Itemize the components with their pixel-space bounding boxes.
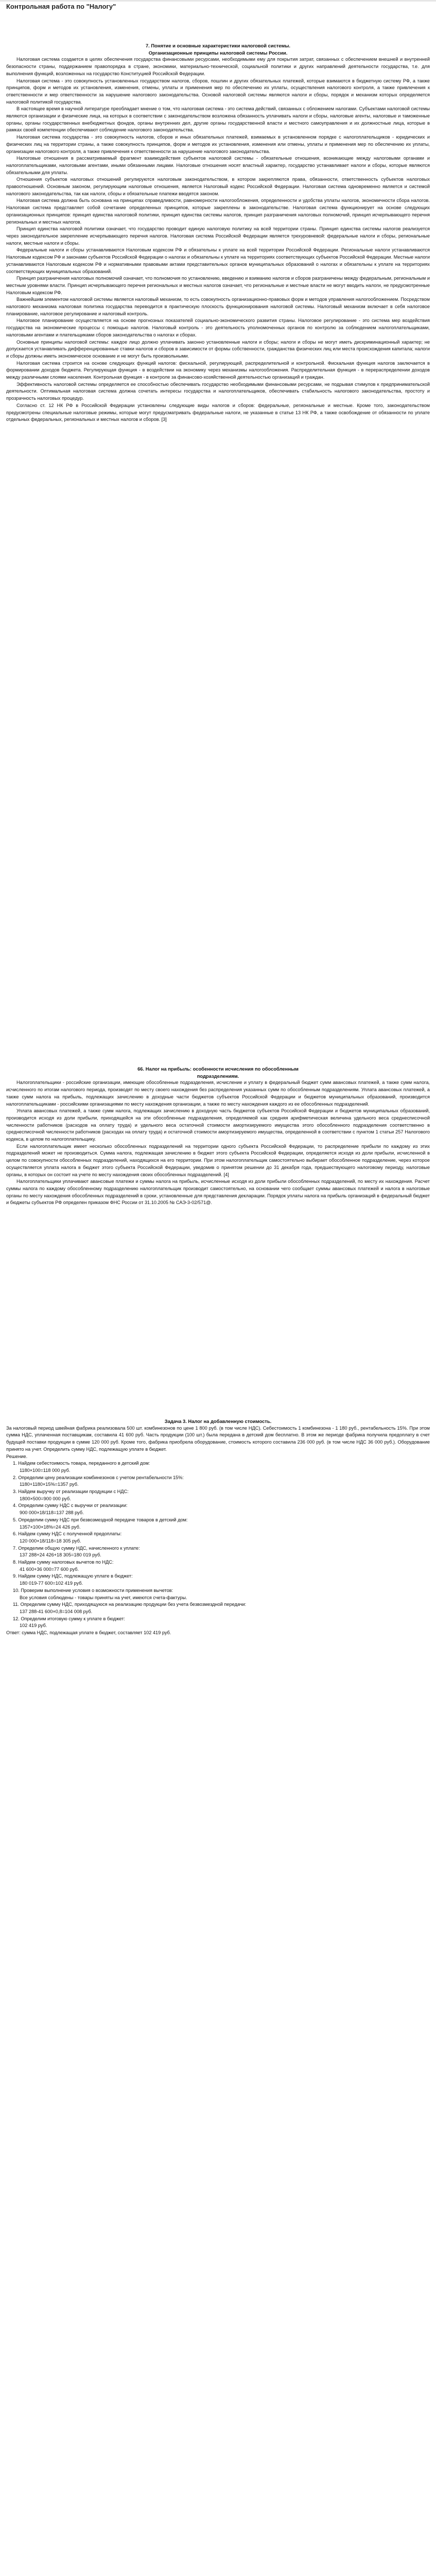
task-solution-label: Решение. xyxy=(6,1453,28,1459)
section-tax-system xyxy=(6,42,430,423)
paragraph: Отношения субъектов налоговых отношений регулируются налоговым законодательством, в котором закрепляются права, обязанности, ответственность субъектов налоговых правоотношений. Основным законом, регулирующим налоговые отношения, является Налоговый кодекс Российской Федерации. Налоговая система одновременно является и системой налогового законодательства, так как налоги, сборы и обязательные платежи вводятся законом. xyxy=(6,177,430,196)
paragraph: Важнейшим элементом налоговой системы является налоговый механизм, то есть совокупность организационно-правовых форм и методов управления налогообложением. Посредством налогового механизма налоговая политика государства переводится в практическую плоскость функционирования налоговой системы. Налоговый механизм включает в себя налоговое планирование, налоговое регулирование и налоговый контроль. xyxy=(6,297,430,316)
paragraph: Налоговая система создается в целях обеспечения государства финансовыми ресурсами, необходимыми ему для покрытия затрат, связанных с обеспечением внешней и внутренней безопасности страны, поддержанием правопорядка в стране, экономики, материально-технической, социальной политики и других направлений деятельности государства, т.е. для выполнения функций, возложенных на государство Конституцией Российской Федерации. xyxy=(6,57,430,76)
paragraph: Принцип разграничения налоговых полномочий означает, что полномочия по установлению, введению и взиманию налогов и сборов разграничены между федеральным, региональным и местным уровнями власти. Принцип исчерпывающего перечня региональных и местных налогов означает, что региональные и местные власти не могут вводить налоги, не предусмотренные Налоговым кодексом РФ. xyxy=(6,276,430,295)
solution-step: 11. Определим сумму НДС, приходящуюся на реализацию продукции без учета безвозмездной передачи: xyxy=(13,1602,247,1607)
solution-step: 2. Определим цену реализации комбинезонов с учетом рентабельности 15%: xyxy=(13,1475,184,1480)
section1-body xyxy=(6,56,430,423)
section-task xyxy=(6,1418,430,1637)
solution-step: 6. Найдем сумму НДС с полученной предоплаты: xyxy=(13,1531,122,1537)
solution-calc: 137 288+24 426+18 305=180 019 руб. xyxy=(20,1552,101,1558)
paragraph: Налогоплательщики - российские организации, имеющие обособленные подразделения, исчисление и уплату в федеральный бюджет сумм авансовых платежей, а также сумм налога, исчисленного по итогам налогового периода, производят по месту своего нахождения без распределения указанных сумм по обособленным подразделениям. Уплата авансовых платежей, а также сумм налога на прибыль, подлежащих зачислению в доходные части бюджетов субъектов Российской Федерации и бюджетов муниципальных образований, производится налогоплательщиками - российскими организациями по месту нахождения организации, а также по месту нахождения каждого из ее обособленных подразделений. xyxy=(6,1080,430,1107)
solution-calc: 120 000×18/118=18 305 руб. xyxy=(20,1538,81,1544)
paragraph: Если налогоплательщик имеет несколько обособленных подразделений на территории одного субъекта Российской Федерации, то распределение прибыли по каждому из этих подразделений может не производиться. Сумма налога, подлежащая зачислению в бюджет этого субъекта Российской Федерации, определяется исходя из доли прибыли, исчисленной в целом по совокупности обособленных подразделений, находящихся на его территории. При этом налогоплательщик самостоятельно выбирает обособленное подразделение, через которое осуществляется уплата налога в бюджет этого субъекта Российской Федерации, уведомив о принятом решении до 31 декабря года, предшествующего налоговому периоду, налоговые органы, в которых он состоит на учете по месту нахождения своих обособленных подразделений. [4] xyxy=(6,1143,430,1177)
paragraph: Налоговая система - это совокупность установленных государством налогов, сборов, пошлин и других обязательных платежей, которые взимаются в бюджетную систему РФ, а также принципов, форм и методов их установления, изменения, отмены, уплаты и применения мер по обеспечению их уплаты, осуществления налогового контроля, а также привлечения к ответственности и мер ответственности за нарушение налогового законодательства. Основой налоговой системы являются налоги и сборы, порядок и механизм которых определяется налоговой политикой государства. xyxy=(6,78,430,105)
task-steps xyxy=(6,1460,430,1630)
solution-step: 9. Найдем сумму НДС, подлежащую уплате в бюджет: xyxy=(13,1573,133,1579)
solution-calc: 41 600+36 000=77 600 руб. xyxy=(20,1566,79,1572)
solution-calc: 1800×500=900 000 руб. xyxy=(20,1496,71,1501)
solution-step: 7. Определим общую сумму НДС, начисленного к уплате: xyxy=(13,1545,140,1551)
solution-step: 4. Определим сумму НДС с выручки от реализации: xyxy=(13,1503,128,1509)
solution-calc: 1180×100=118 000 руб. xyxy=(20,1467,71,1473)
solution-calc: 1357×100×18%=24 426 руб. xyxy=(20,1524,81,1530)
paragraph: Налоговая система строится на основе следующих функций налогов: фискальной, регулирующей, распределительной и контрольной. Фискальная функция налогов заключается в формировании доходов бюджета. Регулирующая функция - в воздействии на экономику через механизмы налогообложения. Распределительная функция - в перераспределении доходов между различными слоями населения. Контрольная функция - в контроле за финансово-хозяйственной деятельностью организаций и граждан. xyxy=(6,360,430,380)
section1-heading: 7. Понятие и основные характеристики налоговой системы. xyxy=(145,43,291,48)
paragraph: Уплата авансовых платежей, а также сумм налога, подлежащих зачислению в доходную часть бюджетов субъектов Российской Федерации и бюджетов муниципальных образований, производится исходя из доли прибыли, приходящейся на эти обособленные подразделения, определяемой как средняя арифметическая величина удельного веса среднесписочной численности работников (расходов на оплату труда) и удельного веса остаточной стоимости амортизируемого имущества этого обособленного подразделения соответственно в среднесписочной численности работников (расходах на оплату труда) и остаточной стоимости амортизируемого имущества, определенной в соответствии с пунктом 1 статьи 257 Налогового кодекса, в целом по налогоплательщику. xyxy=(6,1108,430,1142)
section1-subheading: Организационные принципы налоговой системы России. xyxy=(148,49,288,56)
paragraph: Налогоплательщики уплачивают авансовые платежи и суммы налога на прибыль, исчисленные исходя из доли прибыли обособленных подразделений, по месту их нахождения. Расчет суммы налога по каждому обособленному подразделению налогоплательщик производит самостоятельно, на основании чего сообщает суммы авансовых платежей и налога в налоговые органы по месту нахождения обособленных подразделений в сроки, установленные для представления декларации. Порядок уплаты налога на прибыль организаций в федеральный бюджет и бюджеты субъектов РФ определен приказом ФНС России от 31.10.2005 № САЭ-3-02/571@. xyxy=(6,1179,430,1206)
solution-step: 3. Найдем выручку от реализации продукции с НДС: xyxy=(13,1489,129,1495)
section-profit-tax xyxy=(6,1065,430,1207)
paragraph: Налоговая система должна быть основана на принципах справедливости, равномерности налогообложения, определенности и удобства уплаты налогов, экономичности сбора налогов. Налоговая система представляет собой сочетание определенных принципов, которые закреплены в законодательстве. Налоговая система функционирует на основе следующих организационных принципов: принцип единства налоговой политики, принцип единства системы налогов, принцип разграничения налоговых полномочий, принцип исчерпывающего перечня региональных и местных налогов. xyxy=(6,198,430,225)
solution-calc: 1180+1180×15%=1357 руб. xyxy=(20,1482,79,1487)
paragraph: Основные принципы налоговой системы: каждое лицо должно уплачивать законно установленные налоги и сборы; налоги и сборы не могут иметь дискриминационный характер; не допускается устанавливать дифференцированные ставки налогов и сборов в зависимости от формы собственности, гражданства физических лиц или места происхождения капитала; налоги и сборы должны иметь экономическое основание и не могут быть произвольными. xyxy=(6,339,430,359)
solution-step: 8. Найдем сумму налоговых вычетов по НДС: xyxy=(13,1560,114,1565)
paragraph: Налоговая система государства - это совокупность налогов, сборов и иных обязательных платежей, взимаемых в установленном порядке с налогоплательщиков - юридических и физических лиц на территории страны, а также совокупность принципов, форм и методов их установления, изменения или отмены, уплаты и применения мер по обеспечению их уплаты, организации налогового контроля, а также привлечения к ответственности за нарушение налогового законодательства. xyxy=(6,134,430,154)
solution-step: 1. Найдем себестоимость товара, переданного в детский дом: xyxy=(13,1461,150,1466)
solution-calc: 102 419 руб. xyxy=(20,1623,47,1629)
solution-calc: 180 019-77 600=102 419 руб. xyxy=(20,1581,83,1586)
solution-step: 5. Определим сумму НДС при безвозмездной передаче товаров в детский дом: xyxy=(13,1517,188,1522)
solution-calc: 137 288-41 600×0,8=104 008 руб. xyxy=(20,1608,93,1614)
solution-step: 12. Определим итоговую сумму к уплате в бюджет: xyxy=(13,1616,125,1621)
top-rule xyxy=(0,0,436,2)
solution-calc: 900 000×18/118=137 288 руб. xyxy=(20,1510,84,1516)
section2-body xyxy=(6,1079,430,1207)
paragraph: Федеральные налоги и сборы устанавливаются Налоговым кодексом РФ и обязательны к уплате на всей территории Российской Федерации. Региональные налоги устанавливаются Налоговым кодексом РФ и законами субъектов Российской Федерации о налогах и обязательны к уплате на территориях соответствующих субъектов Российской Федерации. Местные налоги устанавливаются Налоговым кодексом РФ и нормативными правовыми актами представительных органов муниципальных образований о налогах и обязательны к уплате на территориях соответствующих муниципальных образований. xyxy=(6,247,430,274)
solution-calc: Все условия соблюдены - товары приняты на учет, имеются счета-фактуры. xyxy=(20,1595,187,1600)
task-heading: Задача 3. Налог на добавленную стоимость. xyxy=(164,1418,272,1424)
document-title: Контрольная работа по "Налогу" xyxy=(6,3,116,10)
section2-subheading: подразделениям. xyxy=(197,1073,239,1079)
section2-heading: 66. Налог на прибыль: особенности исчисления по обособленным xyxy=(137,1066,299,1072)
paragraph: Налоговые отношения в рассматриваемый фрагмент взаимодействия субъектов налоговой системы - обязательные отношения, возникающие между налоговыми органами и налогоплательщиками, налоговыми агентами, иными обязанными лицами. Налоговые отношения носят властный характер, государство устанавливает налоги и сборы, которые являются обязательными для уплаты. xyxy=(6,156,430,175)
paragraph: Принцип единства налоговой политики означает, что государство проводит единую налоговую политику на всей территории страны. Принцип единства системы налогов реализуется через законодательное закрепление исчерпывающего перечня налогов. Налоговая система Российской Федерации является трехуровневой: федеральные налоги и сборы, региональные налоги, местные налоги и сборы. xyxy=(6,226,430,246)
paragraph: Эффективность налоговой системы определяется ее способностью обеспечивать государство необходимыми финансовыми ресурсами, не подрывая стимулов к предпринимательской деятельности. Оптимальная налоговая система должна сочетать интересы государства и налогоплательщиков, обеспечивать стабильность налогового законодательства, простоту и прозрачность налоговых процедур. xyxy=(6,381,430,401)
paragraph: Налоговое планирование осуществляется на основе прогнозных показателей социально-экономического развития страны. Налоговое регулирование - это система мер воздействия государства на экономические процессы с помощью налогов. Налоговый контроль - это деятельность уполномоченных органов по контролю за соблюдением налогоплательщиками, налоговыми агентами и плательщиками сборов законодательства о налогах и сборах. xyxy=(6,318,430,337)
paragraph: В настоящее время в научной литературе преобладает мнение о том, что налоговая система - это система действий, связанных с обложением налогами. Субъектами налоговой системы являются организации и физические лица, на которых в соответствии с законодательством возложена обязанность уплачивать налоги и сборы, налоговые агенты, налоговые и таможенные органы, органы государственных внебюджетных фондов, органы внутренних дел, другие органы государственной власти и местного самоуправления и их должностные лица, которые в рамках своей компетенции обеспечивают соблюдение налогового законодательства. xyxy=(6,106,430,133)
task-condition: За налоговый период швейная фабрика реализовала 500 шт. комбинезонов по цене 1 800 руб. (в том числе НДС). Себестоимость 1 комбинезона - 1 180 руб., рентабельность 15%. При этом сумма НДС, уплаченная поставщикам, составила 41 600 руб. Часть продукции (100 шт.) была передана в детский дом бесплатно. В этом же периоде фабрика получила предоплату в счет будущей поставки продукции в сумме 120 000 руб. Кроме того, фабрика приобрела оборудование, стоимость которого составила 236 000 руб. (в том числе НДС 36 000 руб.). Оборудование принято на учет. Определить сумму НДС, подлежащую уплате в бюджет. xyxy=(6,1425,430,1452)
paragraph: Согласно ст. 12 НК РФ в Российской Федерации установлены следующие виды налогов и сборов: федеральные, региональные и местные. Кроме того, законодательством предусмотрены специальные налоговые режимы, которые могут предусматривать федеральные налоги, не указанные в статье 13 НК РФ, а также освобождение от обязанности по уплате отдельных федеральных, региональных и местных налогов и сборов. [3] xyxy=(6,402,430,422)
task-answer: Ответ: сумма НДС, подлежащая уплате в бюджет, составляет 102 419 руб. xyxy=(6,1630,171,1636)
solution-step: 10. Проверим выполнение условия о возможности применения вычетов: xyxy=(13,1587,173,1593)
